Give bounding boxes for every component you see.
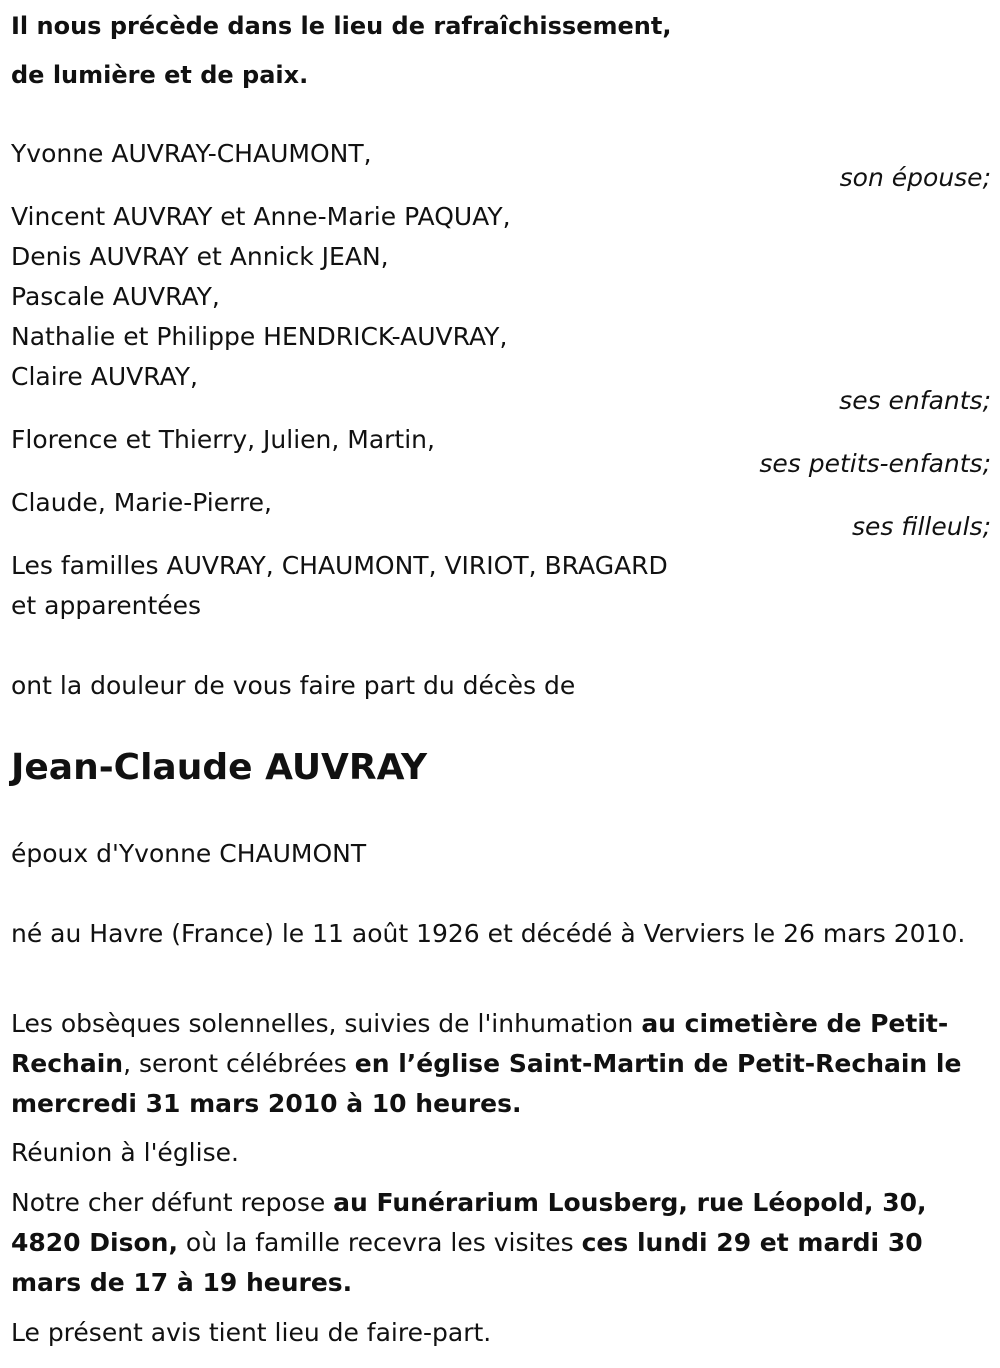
intro-line-1: Il nous précède dans le lieu de rafraîchissement, — [11, 12, 672, 40]
child-5: Claire AUVRAY, — [11, 362, 198, 391]
visitation-text-c: où la famille recevra les visites — [177, 1228, 582, 1257]
notice-statement: Le présent avis tient lieu de faire-part. — [11, 1318, 492, 1347]
spouse-name: Yvonne AUVRAY-CHAUMONT, — [11, 139, 372, 168]
visitation-paragraph — [11, 1183, 986, 1303]
children-relation: ses enfants; — [839, 386, 991, 415]
announcement: ont la douleur de vous faire part du décès de — [11, 671, 576, 700]
child-1: Vincent AUVRAY et Anne-Marie PAQUAY, — [11, 202, 511, 231]
funeral-text-c: , seront célébrées — [123, 1049, 355, 1078]
spouse-of: époux d'Yvonne CHAUMONT — [11, 839, 367, 868]
child-3: Pascale AUVRAY, — [11, 282, 220, 311]
funeral-text-a: Les obsèques solennelles, suivies de l'inhumation — [11, 1009, 642, 1038]
birth-death: né au Havre (France) le 11 août 1926 et décédé à Verviers le 26 mars 2010. — [11, 919, 966, 948]
visitation-times: ces lundi 29 et mardi 30 mars de 17 à 19 heures. — [11, 1228, 923, 1297]
godchildren: Claude, Marie-Pierre, — [11, 488, 272, 517]
child-4: Nathalie et Philippe HENDRICK-AUVRAY, — [11, 322, 508, 351]
spouse-relation: son épouse; — [839, 163, 991, 192]
funeral-home: au Funérarium Lousberg, rue Léopold, 30, 4820 Dison, — [11, 1188, 927, 1257]
deceased-name: Jean-Claude AUVRAY — [11, 747, 428, 788]
families-line-1: Les familles AUVRAY, CHAUMONT, VIRIOT, BRAGARD — [11, 551, 668, 580]
families-line-2: et apparentées — [11, 591, 202, 620]
godchildren-relation: ses filleuls; — [851, 512, 991, 541]
reunion: Réunion à l'église. — [11, 1138, 239, 1167]
visitation-text-a: Notre cher défunt repose — [11, 1188, 334, 1217]
cemetery-location: au cimetière de Petit-Rechain — [11, 1009, 949, 1078]
funeral-paragraph — [11, 1004, 986, 1124]
child-2: Denis AUVRAY et Annick JEAN, — [11, 242, 389, 271]
grandchildren-relation: ses petits-enfants; — [759, 449, 991, 478]
intro-line-2: de lumière et de paix. — [11, 61, 309, 89]
church-service: en l’église Saint-Martin de Petit-Rechain le mercredi 31 mars 2010 à 10 heures. — [11, 1049, 962, 1118]
grandchildren: Florence et Thierry, Julien, Martin, — [11, 425, 435, 454]
